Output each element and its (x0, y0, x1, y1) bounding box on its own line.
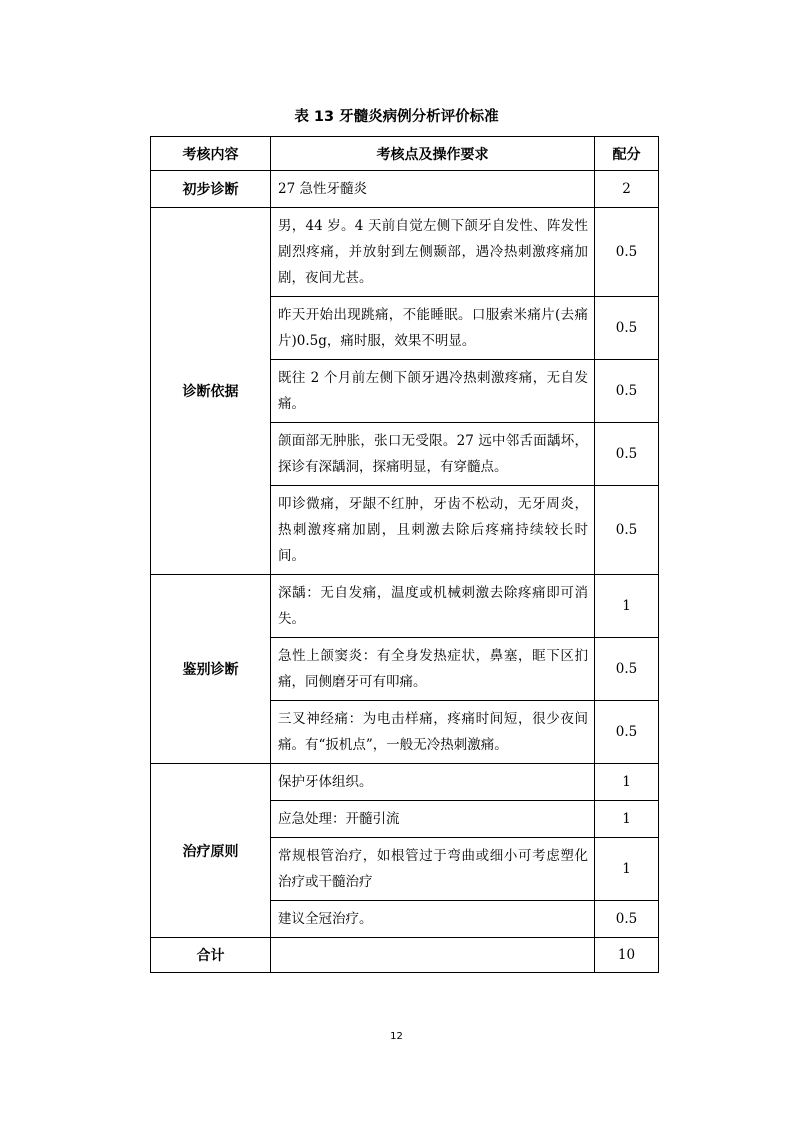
score-cell: 0.5 (595, 638, 659, 701)
category-cell: 治疗原则 (151, 764, 271, 938)
header-score: 配分 (595, 137, 659, 171)
score-cell: 1 (595, 575, 659, 638)
table-row (151, 764, 659, 801)
page-number: 12 (390, 1031, 403, 1042)
total-score: 10 (595, 938, 659, 973)
requirement-cell: 叩诊微痛，牙龈不红肿，牙齿不松动，无牙周炎，热刺激疼痛加剧，且刺激去除后疼痛持续较长时间。 (271, 486, 595, 575)
header-category: 考核内容 (151, 137, 271, 171)
total-row (151, 938, 659, 973)
score-cell: 0.5 (595, 297, 659, 360)
table-row (151, 208, 659, 297)
requirement-cell: 27 急性牙髓炎 (271, 171, 595, 208)
requirement-cell: 急性上颌窦炎：有全身发热症状，鼻塞，眶下区扪痛，同侧磨牙可有叩痛。 (271, 638, 595, 701)
score-cell: 2 (595, 171, 659, 208)
requirement-cell: 既往 2 个月前左侧下颌牙遇冷热刺激疼痛，无自发痛。 (271, 360, 595, 423)
score-cell: 0.5 (595, 423, 659, 486)
score-cell: 0.5 (595, 901, 659, 938)
requirement-cell: 常规根管治疗，如根管过于弯曲或细小可考虑塑化治疗或干髓治疗 (271, 838, 595, 901)
category-cell: 鉴别诊断 (151, 575, 271, 764)
table-title: 表 13 牙髓炎病例分析评价标准 (294, 109, 499, 125)
requirement-cell: 昨天开始出现跳痛，不能睡眠。口服索米痛片(去痛片)0.5g，痛时服，效果不明显。 (271, 297, 595, 360)
requirement-cell: 应急处理：开髓引流 (271, 801, 595, 838)
requirement-cell: 颌面部无肿胀，张口无受限。27 远中邻舌面龋坏，探诊有深龋洞，探痛明显，有穿髓点。 (271, 423, 595, 486)
requirement-cell: 三叉神经痛：为电击样痛，疼痛时间短，很少夜间痛。有“扳机点”，一般无冷热刺激痛。 (271, 701, 595, 764)
requirement-cell: 建议全冠治疗。 (271, 901, 595, 938)
score-cell: 0.5 (595, 360, 659, 423)
category-cell: 诊断依据 (151, 208, 271, 575)
score-cell: 0.5 (595, 486, 659, 575)
table-row (151, 575, 659, 638)
category-cell: 初步诊断 (151, 171, 271, 208)
total-label: 合计 (151, 938, 271, 973)
table-row (151, 171, 659, 208)
requirement-cell: 保护牙体组织。 (271, 764, 595, 801)
header-requirement: 考核点及操作要求 (271, 137, 595, 171)
score-cell: 1 (595, 764, 659, 801)
header-row (151, 137, 659, 171)
evaluation-table (150, 136, 659, 973)
requirement-cell: 男，44 岁。4 天前自觉左侧下颌牙自发性、阵发性剧烈疼痛，并放射到左侧颞部，遇冷热刺激疼痛加剧，夜间尤甚。 (271, 208, 595, 297)
total-requirement (271, 938, 595, 973)
requirement-cell: 深龋：无自发痛，温度或机械刺激去除疼痛即可消失。 (271, 575, 595, 638)
score-cell: 1 (595, 838, 659, 901)
score-cell: 0.5 (595, 208, 659, 297)
score-cell: 0.5 (595, 701, 659, 764)
score-cell: 1 (595, 801, 659, 838)
